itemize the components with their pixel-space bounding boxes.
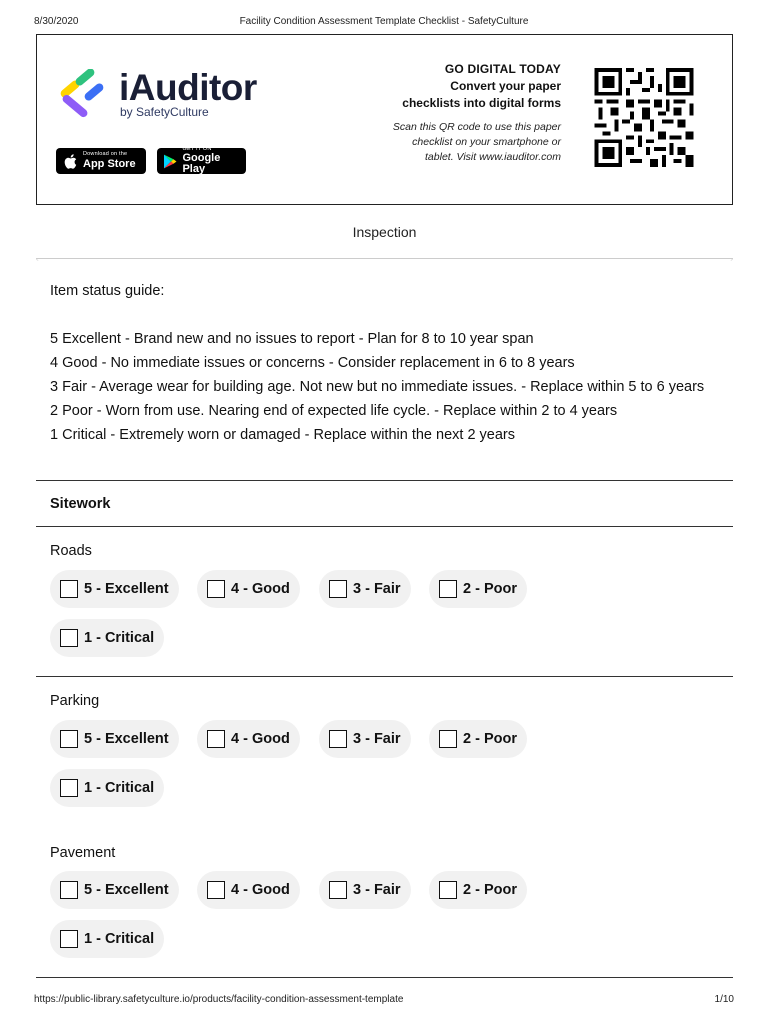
- option-2-poor[interactable]: [429, 871, 527, 909]
- go-digital-line1: Convert your paper: [450, 79, 561, 93]
- option-label: 1 - Critical: [84, 780, 155, 796]
- option-1-critical[interactable]: [50, 619, 164, 657]
- option-label: 2 - Poor: [463, 731, 517, 747]
- scan-instructions: Scan this QR code to use this paper checklist on your smartphone or tablet. Visit www.iauditor.com: [392, 121, 561, 163]
- option-5-excellent[interactable]: [50, 570, 179, 608]
- option-label: 3 - Fair: [353, 731, 401, 747]
- checkbox-icon[interactable]: [207, 881, 225, 899]
- option-label: 4 - Good: [231, 581, 290, 597]
- status-guide-line: 4 Good - No immediate issues or concerns - Consider replacement in 6 to 8 years: [50, 355, 575, 371]
- option-3-fair[interactable]: [319, 570, 411, 608]
- checkbox-icon[interactable]: [60, 881, 78, 899]
- divider: [36, 977, 733, 978]
- promo-banner: [36, 34, 733, 205]
- iauditor-logo-icon: [56, 69, 108, 121]
- option-label: 5 - Excellent: [84, 731, 169, 747]
- option-label: 3 - Fair: [353, 882, 401, 898]
- checkbox-icon[interactable]: [60, 629, 78, 647]
- checkbox-icon[interactable]: [60, 779, 78, 797]
- option-2-poor[interactable]: [429, 570, 527, 608]
- checkbox-icon[interactable]: [60, 730, 78, 748]
- option-4-good[interactable]: [197, 720, 300, 758]
- go-digital-block: [402, 61, 561, 112]
- option-1-critical[interactable]: [50, 920, 164, 958]
- google-play-icon: [163, 153, 177, 169]
- status-guide-line: 2 Poor - Worn from use. Nearing end of expected life cycle. - Replace within 2 to 4 years: [50, 403, 618, 419]
- checkbox-icon[interactable]: [207, 730, 225, 748]
- status-guide-line: 3 Fair - Average wear for building age. Not new but no immediate issues. - Replace within 5 to 6 years: [50, 379, 705, 395]
- divider: [36, 676, 733, 677]
- option-label: 3 - Fair: [353, 581, 401, 597]
- checkbox-icon[interactable]: [439, 881, 457, 899]
- print-date: 8/30/2020: [34, 16, 79, 27]
- google-play-small: GET IT ON: [182, 145, 212, 152]
- section-title: Inspection: [352, 224, 417, 240]
- print-title: Facility Condition Assessment Template Checklist - SafetyCulture: [239, 16, 529, 27]
- print-url: https://public-library.safetyculture.io/products/facility-condition-assessment-template: [34, 994, 404, 1005]
- status-guide: [50, 279, 720, 447]
- print-header: [34, 16, 734, 30]
- option-label: 4 - Good: [231, 731, 290, 747]
- status-guide-title: Item status guide:: [50, 283, 165, 299]
- divider: [36, 480, 733, 481]
- checkbox-icon[interactable]: [60, 930, 78, 948]
- option-label: 1 - Critical: [84, 630, 155, 646]
- go-digital-headline: GO DIGITAL TODAY: [444, 62, 561, 76]
- app-store-label: App Store: [83, 157, 136, 170]
- status-guide-line: 1 Critical - Extremely worn or damaged - Replace within the next 2 years: [50, 427, 515, 443]
- option-label: 5 - Excellent: [84, 882, 169, 898]
- checkbox-icon[interactable]: [207, 580, 225, 598]
- status-guide-line: 5 Excellent - Brand new and no issues to report - Plan for 8 to 10 year span: [50, 331, 534, 347]
- qr-code-icon[interactable]: [593, 68, 695, 167]
- checkbox-icon[interactable]: [60, 580, 78, 598]
- option-4-good[interactable]: [197, 871, 300, 909]
- option-1-critical[interactable]: [50, 769, 164, 807]
- app-store-button[interactable]: [56, 148, 146, 174]
- section-divider: [36, 258, 733, 261]
- option-5-excellent[interactable]: [50, 871, 179, 909]
- option-label: 1 - Critical: [84, 931, 155, 947]
- option-5-excellent[interactable]: [50, 720, 179, 758]
- google-play-button[interactable]: [157, 145, 246, 176]
- checkbox-icon[interactable]: [329, 730, 347, 748]
- logo-subtitle: by SafetyCulture: [120, 105, 209, 119]
- page-number: 1/10: [714, 994, 734, 1005]
- question-label-pavement: Pavement: [50, 845, 116, 861]
- subsection-title: Sitework: [50, 496, 111, 512]
- apple-icon: [62, 153, 78, 169]
- option-label: 4 - Good: [231, 882, 290, 898]
- go-digital-line2: checklists into digital forms: [402, 96, 561, 110]
- checkbox-icon[interactable]: [329, 580, 347, 598]
- question-label-roads: Roads: [50, 543, 92, 559]
- option-3-fair[interactable]: [319, 871, 411, 909]
- option-4-good[interactable]: [197, 570, 300, 608]
- print-footer: [34, 994, 734, 1008]
- divider: [36, 526, 733, 527]
- option-label: 2 - Poor: [463, 581, 517, 597]
- option-label: 2 - Poor: [463, 882, 517, 898]
- option-3-fair[interactable]: [319, 720, 411, 758]
- logo-wordmark: iAuditor: [119, 67, 257, 108]
- checkbox-icon[interactable]: [439, 730, 457, 748]
- google-play-label: Google Play: [182, 152, 221, 176]
- checkbox-icon[interactable]: [329, 881, 347, 899]
- option-label: 5 - Excellent: [84, 581, 169, 597]
- app-store-small: Download on the: [83, 151, 128, 158]
- checkbox-icon[interactable]: [439, 580, 457, 598]
- question-label-parking: Parking: [50, 693, 100, 709]
- option-2-poor[interactable]: [429, 720, 527, 758]
